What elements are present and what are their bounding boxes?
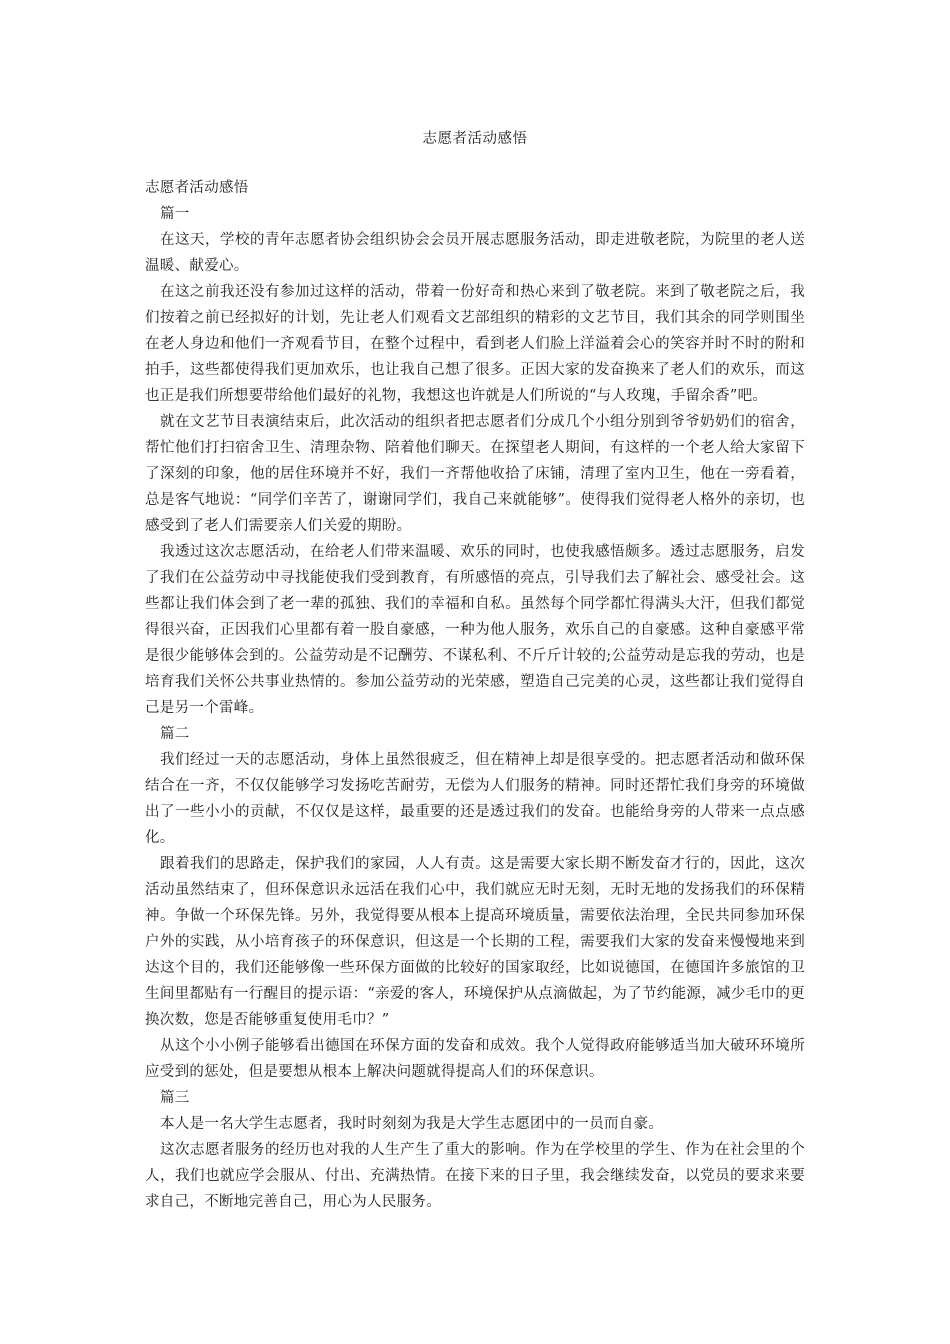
paragraph: 就在文艺节目表演结束后，此次活动的组织者把志愿者们分成几个小组分别到爷爷奶奶们的宿舍，帮忙他们打扫宿舍卫生、清理杂物、陪着他们聊天。在探望老人期间，有这样的一个老人给大家留下了深刻的印象，他的居住环境并不好，我们一齐帮他收拾了床铺，清理了室内卫生，他在一旁看着，总是客气地说：“同学们辛苦了，谢谢同学们，我自己来就能够”。使得我们觉得老人格外的亲切，也感受到了老人们需要亲人们关爱的期盼。 bbox=[145, 414, 805, 534]
paragraph: 本人是一名大学生志愿者，我时时刻刻为我是大学生志愿团中的一员而自豪。 bbox=[160, 1116, 664, 1132]
paragraph: 这次志愿者服务的经历也对我的人生产生了重大的影响。作为在学校里的学生、作为在社会里的个人，我们也就应学会服从、付出、充满热情。在接下来的日子里，我会继续发奋，以党员的要求来要求自己，不断地完善自己，用心为人民服务。 bbox=[145, 1142, 805, 1210]
section-heading: 篇一 bbox=[160, 206, 190, 222]
section-heading: 篇三 bbox=[160, 1090, 190, 1106]
paragraph: 我们经过一天的志愿活动，身体上虽然很疲乏，但在精神上却是很享受的。把志愿者活动和做环保结合在一齐，不仅仅能够学习发扬吃苦耐劳，无偿为人们服务的精神。同时还帮忙我们身旁的环境做出了一些小小的贡献，不仅仅是这样，最重要的还是透过我们的发奋。也能给身旁的人带来一点点感化。 bbox=[145, 752, 805, 846]
paragraph: 跟着我们的思路走，保护我们的家园，人人有责。这是需要大家长期不断发奋才行的，因此，这次活动虽然结束了，但环保意识永远活在我们心中，我们就应无时无刻，无时无地的发扬我们的环保精神。争做一个环保先锋。另外，我觉得要从根本上提高环境质量，需要依法治理，全民共同参加环保户外的实践，从小培育孩子的环保意识，但这是一个长期的工程，需要我们大家的发奋来慢慢地来到达这个目的，我们还能够像一些环保方面做的比较好的国家取经，比如说德国，在德国许多旅馆的卫生间里都贴有一行醒目的提示语：“亲爱的客人，环境保护从点滴做起，为了节约能源，减少毛巾的更换次数，您是否能够重复使用毛巾？” bbox=[145, 856, 805, 1028]
paragraph: 在这之前我还没有参加过这样的活动，带着一份好奇和热心来到了敬老院。来到了敬老院之后，我们按着之前已经拟好的计划，先让老人们观看文艺部组织的精彩的文艺节目，我们其余的同学则围坐在老人身边和他们一齐观看节目，在整个过程中，看到老人们脸上洋溢着会心的笑容并时不时的附和拍手，这些都使得我们更加欢乐，也让我自己想了很多。正因大家的发奋换来了老人们的欢乐，而这也正是我们所想要带给他们最好的礼物，我想这也许就是人们所说的“与人玫瑰，手留余香”吧。 bbox=[145, 284, 805, 404]
paragraph: 在这天，学校的青年志愿者协会组织协会会员开展志愿服务活动，即走进敬老院，为院里的老人送温暖、献爱心。 bbox=[145, 232, 805, 274]
document-title: 志愿者活动感悟 bbox=[422, 131, 528, 147]
paragraph: 我透过这次志愿活动，在给老人们带来温暖、欢乐的同时，也使我感悟颇多。透过志愿服务，启发了我们在公益劳动中寻找能使我们受到教育，有所感悟的亮点，引导我们去了解社会、感受社会。这些都让我们体会到了老一辈的孤独、我们的幸福和自私。虽然每个同学都忙得满头大汗，但我们都觉得很兴奋，正因我们心里都有着一股自豪感，一种为他人服务，欢乐自己的自豪感。这种自豪感平常是很少能够体会到的。公益劳动是不记酬劳、不谋私利、不斤斤计较的;公益劳动是忘我的劳动，也是培育我们关怀公共事业热情的。参加公益劳动的光荣感，塑造自己完美的心灵，这些都让我们觉得自己是另一个雷峰。 bbox=[145, 544, 805, 716]
paragraph: 从这个小小例子能够看出德国在环保方面的发奋和成效。我个人觉得政府能够适当加大破环环境所应受到的惩处，但是要想从根本上解决问题就得提高人们的环保意识。 bbox=[145, 1038, 805, 1080]
document-subtitle: 志愿者活动感悟 bbox=[145, 180, 249, 196]
section-heading: 篇二 bbox=[160, 726, 190, 742]
document-body bbox=[145, 175, 805, 1215]
